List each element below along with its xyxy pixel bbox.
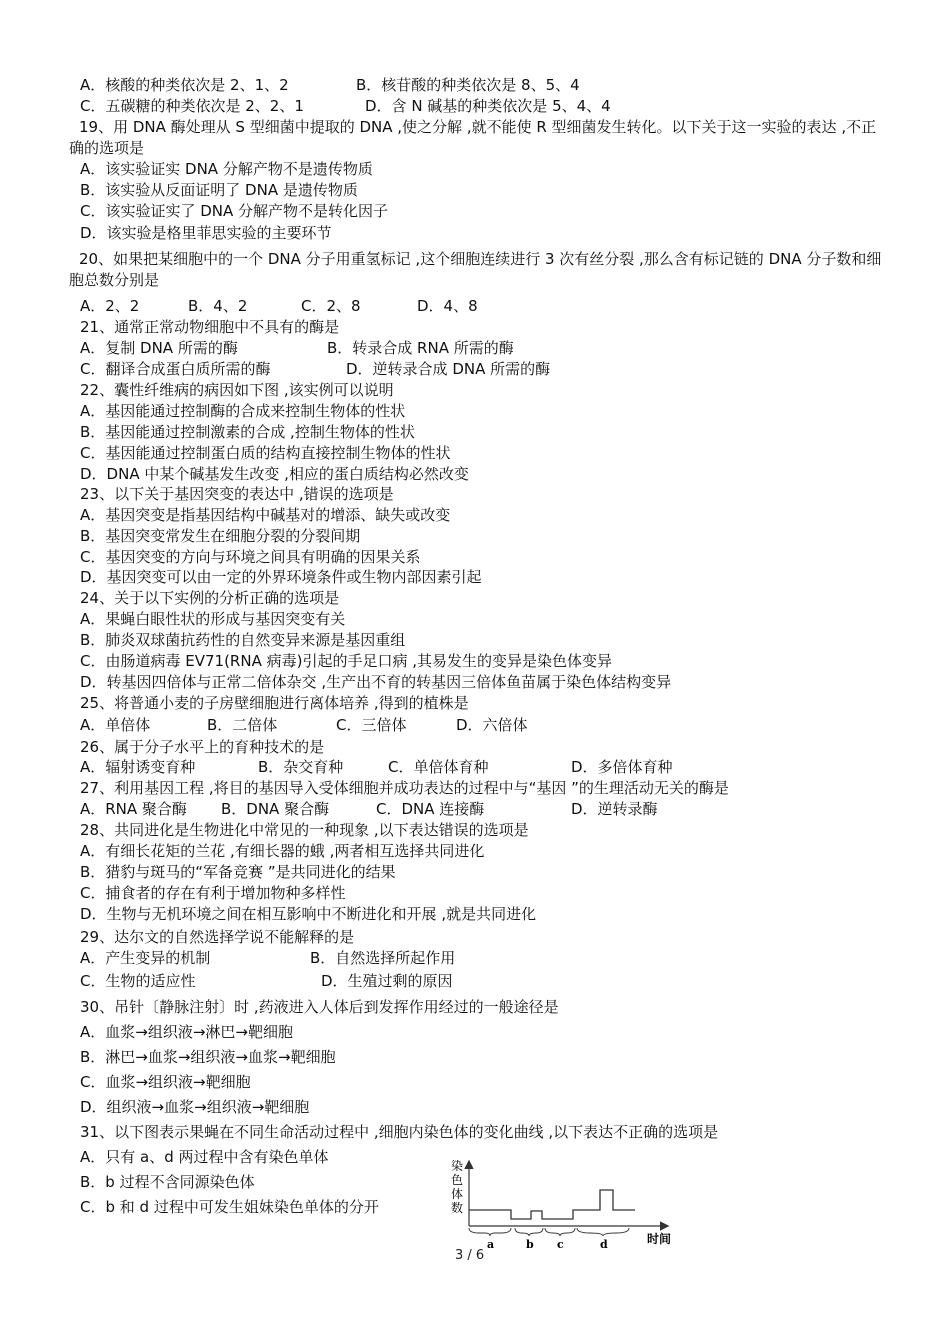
q29-stem: 29、达尔文的自然选择学说不能解释的是 (80, 928, 355, 946)
q20-option-a: A．2、2 (80, 297, 140, 315)
y-axis-label-char-1: 染 (451, 1159, 464, 1173)
q19-option-a: A．该实验证实 DNA 分解产物不是遗传物质 (80, 160, 373, 178)
q24-option-b: B．肺炎双球菌抗药性的自然变异来源是基因重组 (80, 631, 406, 649)
q24-stem: 24、关于以下实例的分析正确的选项是 (80, 589, 340, 607)
q31-option-c: C．b 和 d 过程中可发生姐妹染色单体的分开 (80, 1198, 379, 1216)
q22-option-b: B．基因能通过控制激素的合成 ,控制生物体的性状 (80, 423, 415, 441)
q23-option-d: D．基因突变可以由一定的外界环境条件或生物内部因素引起 (80, 568, 482, 586)
q21-option-d: D．逆转录合成 DNA 所需的酶 (346, 360, 551, 378)
q29-option-d: D．生殖过剩的原因 (321, 972, 453, 990)
y-axis-label-char-4: 数 (451, 1201, 464, 1215)
q21-option-b: B．转录合成 RNA 所需的酶 (327, 339, 514, 357)
q24-option-c: C．由肠道病毒 EV71(RNA 病毒)引起的手足口病 ,其易发生的变异是染色体变异 (80, 652, 612, 670)
q27-option-c: C．DNA 连接酶 (376, 800, 485, 818)
q19-option-c: C．该实验证实了 DNA 分解产物不是转化因子 (80, 202, 389, 220)
segment-label-d: d (600, 1238, 608, 1251)
q22-stem: 22、囊性纤维病的病因如下图 ,该实例可以说明 (80, 381, 394, 399)
page-number: 3 / 6 (455, 1248, 485, 1263)
q18-option-c: C．五碳糖的种类依次是 2、2、1 (80, 97, 304, 115)
q23-option-b: B．基因突变常发生在细胞分裂的分裂间期 (80, 527, 361, 545)
q20-option-c: C．2、8 (301, 297, 361, 315)
q20-stem: 20、如果把某细胞中的一个 DNA 分子用重氢标记 ,这个细胞连续进行 3 次有丝分裂 ,那么含有标记链的 DNA 分子数和细胞总数分别是 (69, 250, 882, 289)
q23-option-c: C．基因突变的方向与环境之间具有明确的因果关系 (80, 548, 421, 566)
x-axis-label: 时间 (647, 1232, 672, 1246)
q22-option-d: D．DNA 中某个碱基发生改变 ,相应的蛋白质结构必然改变 (80, 465, 469, 483)
q27-option-b: B．DNA 聚合酶 (221, 800, 330, 818)
q26-option-b: B．杂交育种 (258, 758, 344, 776)
q18-option-b: B．核苷酸的种类依次是 8、5、4 (356, 76, 580, 94)
q27-option-d: D．逆转录酶 (571, 800, 658, 818)
q29-option-b: B．自然选择所起作用 (310, 949, 456, 967)
q24-option-d: D．转基因四倍体与正常二倍体杂交 ,生产出不育的转基因三倍体鱼苗属于染色体结构变异 (80, 673, 672, 691)
q25-stem: 25、将普通小麦的子房壁细胞进行离体培养 ,得到的植株是 (80, 694, 469, 712)
chromosome-curve-figure (445, 1158, 695, 1253)
q25-option-d: D．六倍体 (456, 716, 528, 734)
q25-option-b: B．二倍体 (207, 716, 278, 734)
q24-option-a: A．果蝇白眼性状的形成与基因突变有关 (80, 610, 346, 628)
segment-c-brace (545, 1228, 575, 1236)
q28-option-d: D．生物与无机环境之间在相互影响中不断进化和开展 ,就是共同进化 (80, 905, 537, 923)
q18-option-d: D．含 N 碱基的种类依次是 5、4、4 (365, 97, 611, 115)
q30-option-c: C．血浆→组织液→靶细胞 (80, 1073, 251, 1091)
q21-option-c: C．翻译合成蛋白质所需的酶 (80, 360, 271, 378)
q30-option-a: A．血浆→组织液→淋巴→靶细胞 (80, 1023, 293, 1041)
segment-label-b: b (526, 1238, 534, 1251)
q28-option-b: B．猎豹与斑马的“军备竞赛 ”是共同进化的结果 (80, 863, 396, 881)
segment-label-a: a (487, 1238, 495, 1251)
q27-stem: 27、利用基因工程 ,将目的基因导入受体细胞并成功表达的过程中与“基因 ”的生理活动无关的酶是 (80, 779, 729, 797)
q22-option-c: C．基因能通过控制蛋白质的结构直接控制生物体的性状 (80, 444, 451, 462)
y-axis-label-char-2: 色 (451, 1173, 464, 1187)
q26-option-a: A．辐射诱变育种 (80, 758, 196, 776)
q25-option-a: A．单倍体 (80, 716, 151, 734)
q20-option-d: D．4、8 (417, 297, 478, 315)
q30-option-d: D．组织液→血浆→组织液→靶细胞 (80, 1098, 310, 1116)
segment-label-c: c (557, 1238, 564, 1251)
q23-stem: 23、以下关于基因突变的表达中 ,错误的选项是 (80, 485, 394, 503)
q29-option-c: C．生物的适应性 (80, 972, 196, 990)
q22-option-a: A．基因能通过控制酶的合成来控制生物体的性状 (80, 402, 406, 420)
q28-stem: 28、共同进化是生物进化中常见的一种现象 ,以下表达错误的选项是 (80, 821, 529, 839)
q25-option-c: C．三倍体 (336, 716, 407, 734)
y-axis-label-char-3: 体 (451, 1187, 464, 1201)
q19-option-d: D．该实验是格里菲思实验的主要环节 (80, 224, 332, 242)
q30-stem: 30、吊针〔静脉注射〕时 ,药液进入人体后到发挥作用经过的一般途径是 (80, 998, 559, 1016)
q31-option-a: A．只有 a、d 两过程中含有染色单体 (80, 1148, 329, 1166)
q28-option-c: C．捕食者的存在有利于增加物种多样性 (80, 884, 346, 902)
q21-option-a: A．复制 DNA 所需的酶 (80, 339, 238, 357)
q30-option-b: B．淋巴→血浆→组织液→血浆→靶细胞 (80, 1048, 336, 1066)
q26-option-c: C．单倍体育种 (388, 758, 489, 776)
q23-option-a: A．基因突变是指基因结构中碱基对的增添、缺失或改变 (80, 506, 451, 524)
q29-option-a: A．产生变异的机制 (80, 949, 211, 967)
segment-a-brace (469, 1228, 511, 1236)
chromosome-curve (469, 1190, 635, 1219)
q28-option-a: A．有细长花矩的兰花 ,有细长器的蛾 ,两者相互选择共同进化 (80, 842, 485, 860)
q21-stem: 21、通常正常动物细胞中不具有的酶是 (80, 318, 340, 336)
q26-option-d: D．多倍体育种 (571, 758, 673, 776)
q26-stem: 26、属于分子水平上的育种技术的是 (80, 738, 325, 756)
q19-option-b: B．该实验从反面证明了 DNA 是遗传物质 (80, 181, 358, 199)
q18-option-a: A．核酸的种类依次是 2、1、2 (80, 76, 289, 94)
q20-option-b: B．4、2 (188, 297, 248, 315)
segment-b-brace (515, 1228, 543, 1236)
segment-d-brace (577, 1228, 629, 1236)
q31-option-b: B．b 过程不含同源染色体 (80, 1173, 255, 1191)
q31-stem: 31、以下图表示果蝇在不同生命活动过程中 ,细胞内染色体的变化曲线 ,以下表达不正确的选项是 (80, 1123, 719, 1141)
q27-option-a: A．RNA 聚合酶 (80, 800, 187, 818)
q19-stem: 19、用 DNA 酶处理从 S 型细菌中提取的 DNA ,使之分解 ,就不能使 R 型细菌发生转化。以下关于这一实验的表达 ,不正确的选项是 (69, 118, 877, 157)
